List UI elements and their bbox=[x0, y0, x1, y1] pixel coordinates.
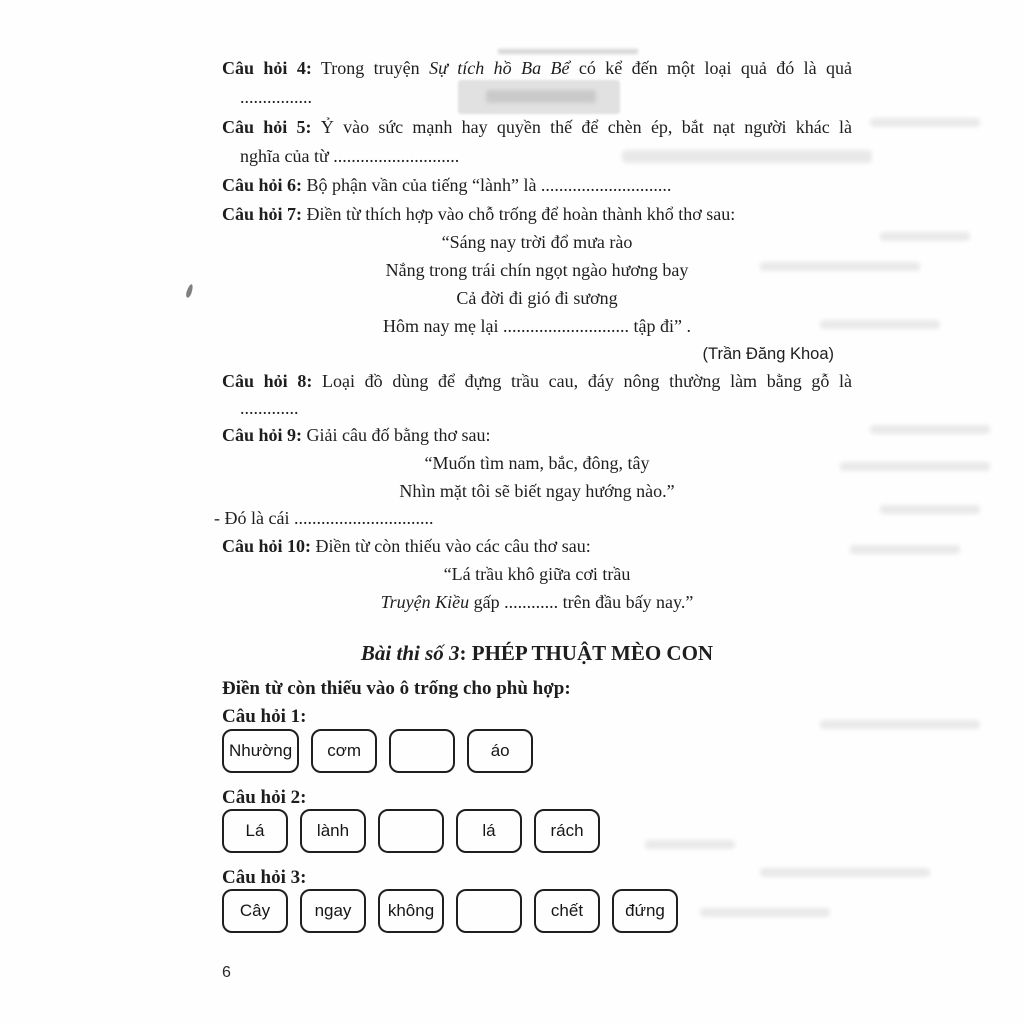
exercise-1-boxes bbox=[222, 729, 533, 773]
question-4-text-pre: Trong truyện bbox=[320, 58, 420, 78]
word-box: rách bbox=[534, 809, 600, 853]
question-7-line bbox=[222, 201, 852, 227]
section-heading-title: : PHÉP THUẬT MÈO CON bbox=[459, 641, 714, 665]
word-box: Cây bbox=[222, 889, 288, 933]
question-8-line bbox=[222, 368, 852, 394]
poem-line: “Muốn tìm nam, bắc, đông, tây bbox=[424, 453, 650, 473]
question-7-text: Điền từ thích hợp vào chỗ trống để hoàn thành khổ thơ sau: bbox=[306, 204, 736, 224]
word-box-blank bbox=[456, 889, 522, 933]
word-box: cơm bbox=[311, 729, 377, 773]
word-box: lá bbox=[456, 809, 522, 853]
poem-line: Hôm nay mẹ lại ............................ tập đi” . bbox=[383, 316, 691, 336]
exercise-3-label: Câu hỏi 3: bbox=[222, 867, 307, 888]
section-heading bbox=[222, 640, 852, 666]
poem-line: Cả đời đi gió đi sương bbox=[456, 288, 618, 308]
word-box: ngay bbox=[300, 889, 366, 933]
bleed-through-artifact bbox=[880, 232, 970, 241]
question-5-label: Câu hỏi 5: bbox=[222, 117, 312, 137]
question-6-label: Câu hỏi 6: bbox=[222, 175, 303, 195]
question-6-text: Bộ phận vần của tiếng “lành” là ............................. bbox=[306, 175, 672, 195]
exercise-3-boxes bbox=[222, 889, 678, 933]
question-9-answer-line: - Đó là cái ............................... bbox=[214, 508, 434, 528]
word-box: không bbox=[378, 889, 444, 933]
bleed-through-artifact bbox=[850, 545, 960, 554]
bleed-through-artifact bbox=[880, 505, 980, 514]
word-box: đứng bbox=[612, 889, 678, 933]
word-box: áo bbox=[467, 729, 533, 773]
bleed-through-artifact bbox=[840, 462, 990, 471]
pen-mark-artifact bbox=[185, 284, 194, 299]
bleed-through-artifact bbox=[870, 425, 990, 434]
question-8-text: Loại đồ dùng để đựng trầu cau, đáy nông thường làm bằng gỗ là bbox=[322, 371, 853, 391]
word-box: Lá bbox=[222, 809, 288, 853]
word-box: Nhường bbox=[222, 729, 299, 773]
exercise-1-label: Câu hỏi 1: bbox=[222, 706, 307, 727]
bleed-through-artifact bbox=[870, 118, 980, 127]
question-10-text: Điền từ còn thiếu vào các câu thơ sau: bbox=[315, 536, 591, 556]
page-number: 6 bbox=[222, 964, 231, 981]
word-box-blank bbox=[378, 809, 444, 853]
poem-author: (Trần Đăng Khoa) bbox=[702, 345, 834, 363]
question-9-label: Câu hỏi 9: bbox=[222, 425, 303, 445]
poem-line: “Sáng nay trời đổ mưa rào bbox=[441, 232, 633, 252]
exercise-2-label: Câu hỏi 2: bbox=[222, 787, 307, 808]
question-10-line bbox=[222, 533, 852, 559]
poem-line: “Lá trầu khô giữa cơi trầu bbox=[443, 564, 631, 584]
poem-line: Nhìn mặt tôi sẽ biết ngay hướng nào.” bbox=[399, 481, 675, 501]
question-8-label: Câu hỏi 8: bbox=[222, 371, 313, 391]
question-4-answer-blank: ................ bbox=[240, 87, 312, 107]
question-4-line bbox=[222, 55, 852, 81]
exercise-2-boxes bbox=[222, 809, 600, 853]
question-5-line bbox=[222, 114, 852, 140]
poem-line bbox=[222, 589, 852, 615]
question-9-line bbox=[222, 422, 852, 448]
book-title-italic: Truyện Kiều bbox=[380, 592, 470, 612]
poem-line: Nắng trong trái chín ngọt ngào hương bay bbox=[385, 260, 689, 280]
section-heading-number: Bài thi số 3 bbox=[360, 641, 460, 665]
question-5-text: Ỷ vào sức mạnh hay quyền thế để chèn ép, bắt nạt người khác là bbox=[320, 117, 853, 137]
question-7-label: Câu hỏi 7: bbox=[222, 204, 303, 224]
page-text-column bbox=[214, 0, 853, 1024]
story-title: Sự tích hồ Ba Bể bbox=[429, 58, 570, 78]
question-5-answer-blank: nghĩa của từ ............................ bbox=[240, 146, 460, 166]
question-4-label: Câu hỏi 4: bbox=[222, 58, 312, 78]
question-6-line bbox=[222, 172, 852, 198]
word-box: lành bbox=[300, 809, 366, 853]
word-box-blank bbox=[389, 729, 455, 773]
section-instruction: Điền từ còn thiếu vào ô trống cho phù hợp: bbox=[222, 678, 571, 699]
question-8-answer-blank: ............. bbox=[240, 398, 299, 418]
question-4-text-post: có kể đến một loại quả đó là quả bbox=[578, 58, 853, 78]
word-box: chết bbox=[534, 889, 600, 933]
question-9-text: Giải câu đố bằng thơ sau: bbox=[306, 425, 491, 445]
poem-line-rest: gấp ............ trên đầu bấy nay.” bbox=[473, 592, 694, 612]
question-10-label: Câu hỏi 10: bbox=[222, 536, 312, 556]
